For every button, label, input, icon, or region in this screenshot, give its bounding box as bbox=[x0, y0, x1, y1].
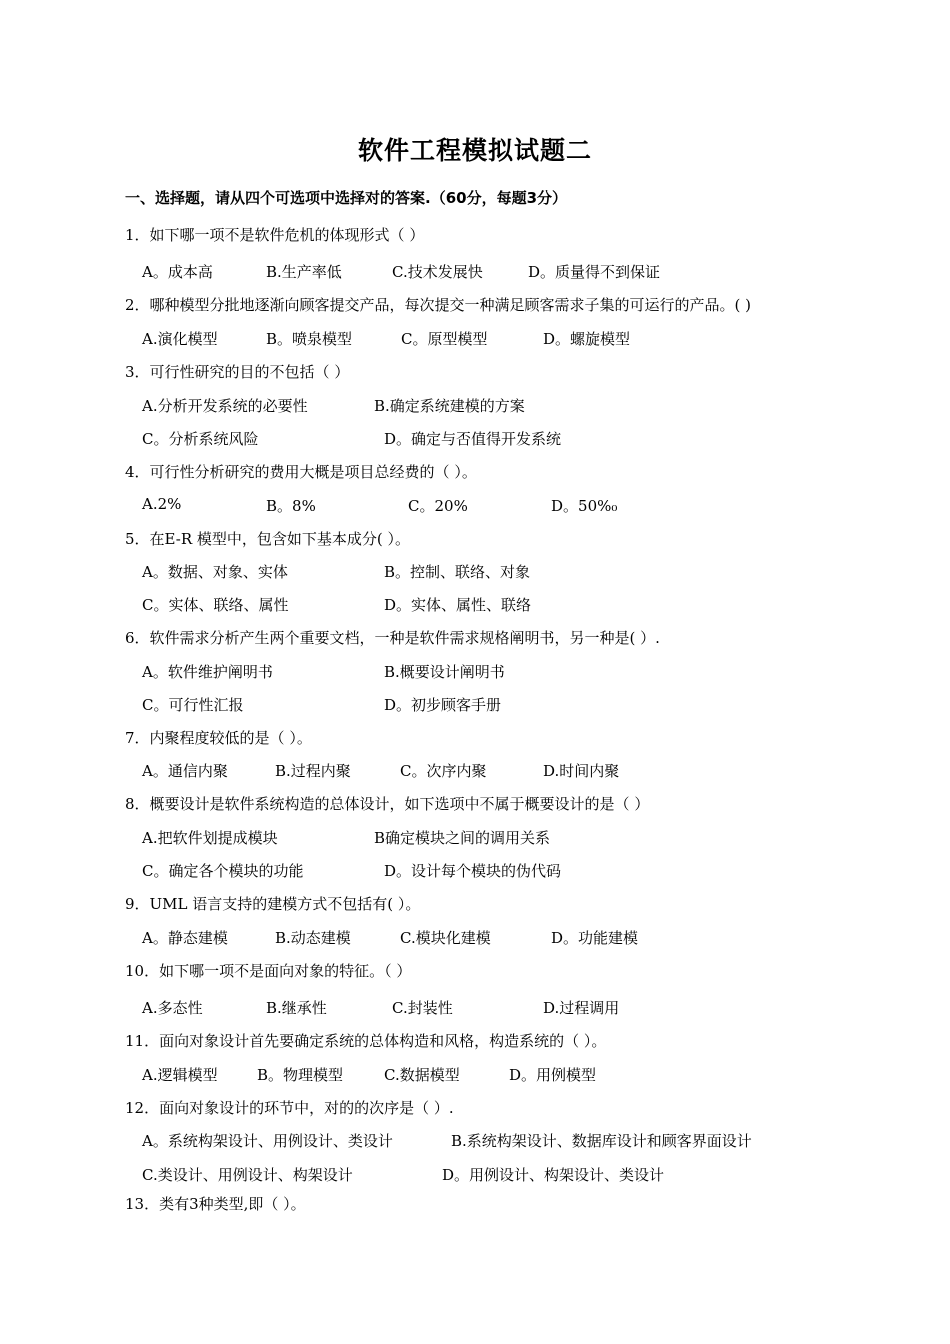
q12-option-b: B.系统构架设计、数据库设计和顾客界面设计 bbox=[451, 1132, 752, 1150]
q2-option-a: A.演化模型 bbox=[142, 330, 218, 348]
q9-option-c: C.模块化建模 bbox=[400, 929, 491, 947]
q2-option-c: C。原型模型 bbox=[401, 330, 488, 348]
q10-option-b: B.继承性 bbox=[266, 999, 327, 1017]
q4-option-a: A.2% bbox=[142, 495, 182, 513]
question-13: 13．类有3种类型,即（ ）。 bbox=[125, 1195, 306, 1213]
q12-option-a: A。系统构架设计、用例设计、类设计 bbox=[142, 1132, 393, 1150]
q5-option-d: D。实体、属性、联络 bbox=[384, 596, 532, 614]
q2-option-d: D。螺旋模型 bbox=[543, 330, 631, 348]
q10-option-d: D.过程调用 bbox=[543, 999, 620, 1017]
q3-option-b: B.确定系统建模的方案 bbox=[374, 397, 525, 415]
q5-option-a: A。数据、对象、实体 bbox=[142, 563, 288, 581]
question-4: 4．可行性分析研究的费用大概是项目总经费的（ ）。 bbox=[125, 463, 477, 481]
q7-option-d: D.时间内聚 bbox=[543, 762, 620, 780]
question-1: 1．如下哪一项不是软件危机的体现形式（ ） bbox=[125, 226, 425, 244]
question-11: 11．面向对象设计首先要确定系统的总体构造和风格，构造系统的（ ）。 bbox=[125, 1032, 607, 1050]
question-12: 12．面向对象设计的环节中，对的的次序是（ ）. bbox=[125, 1099, 454, 1117]
q8-option-c: C。确定各个模块的功能 bbox=[142, 862, 304, 880]
q12-option-c: C.类设计、用例设计、构架设计 bbox=[142, 1166, 353, 1184]
q7-option-a: A。通信内聚 bbox=[142, 762, 228, 780]
q10-option-c: C.封装性 bbox=[392, 999, 453, 1017]
q3-option-a: A.分析开发系统的必要性 bbox=[142, 397, 308, 415]
q8-option-d: D。设计每个模块的伪代码 bbox=[384, 862, 562, 880]
question-2: 2．哪种模型分批地逐渐向顾客提交产品，每次提交一种满足顾客需求子集的可运行的产品。( ) bbox=[125, 296, 752, 314]
q11-option-b: B。物理模型 bbox=[257, 1066, 344, 1084]
question-9: 9．UML 语言支持的建模方式不包括有( ）。 bbox=[125, 895, 421, 913]
q9-option-a: A。静态建模 bbox=[142, 929, 228, 947]
q11-option-c: C.数据模型 bbox=[384, 1066, 460, 1084]
question-5: 5．在E-R 模型中，包含如下基本成分( ）。 bbox=[125, 530, 411, 548]
question-6: 6．软件需求分析产生两个重要文档，一种是软件需求规格阐明书，另一种是( ）. bbox=[125, 629, 660, 647]
q11-option-a: A.逻辑模型 bbox=[142, 1066, 218, 1084]
question-8: 8．概要设计是软件系统构造的总体设计，如下选项中不属于概要设计的是（ ） bbox=[125, 795, 650, 813]
q8-option-a: A.把软件划提成模块 bbox=[142, 829, 278, 847]
q4-option-b: B。8% bbox=[266, 497, 316, 515]
q6-option-c: C。可行性汇报 bbox=[142, 696, 244, 714]
q11-option-d: D。用例模型 bbox=[509, 1066, 597, 1084]
q5-option-c: C。实体、联络、属性 bbox=[142, 596, 289, 614]
q3-option-d: D。确定与否值得开发系统 bbox=[384, 430, 562, 448]
q3-option-c: C。分析系统风险 bbox=[142, 430, 259, 448]
q6-option-d: D。初步顾客手册 bbox=[384, 696, 502, 714]
q9-option-d: D。功能建模 bbox=[551, 929, 639, 947]
q7-option-c: C。次序内聚 bbox=[400, 762, 487, 780]
q1-option-b: B.生产率低 bbox=[266, 263, 342, 281]
question-3: 3．可行性研究的目的不包括（ ） bbox=[125, 363, 350, 381]
q4-option-c: C。20% bbox=[408, 497, 468, 515]
q7-option-b: B.过程内聚 bbox=[275, 762, 351, 780]
q8-option-b: B确定模块之间的调用关系 bbox=[374, 829, 551, 847]
question-7: 7．内聚程度较低的是（ ）。 bbox=[125, 729, 312, 747]
page-title: 软件工程模拟试题二 bbox=[357, 136, 592, 165]
q6-option-b: B.概要设计阐明书 bbox=[384, 663, 505, 681]
q12-option-d: D。用例设计、构架设计、类设计 bbox=[442, 1166, 665, 1184]
q1-option-d: D。质量得不到保证 bbox=[528, 263, 661, 281]
question-10: 10．如下哪一项不是面向对象的特征。（ ） bbox=[125, 962, 412, 980]
q2-option-b: B。喷泉模型 bbox=[266, 330, 353, 348]
q10-option-a: A.多态性 bbox=[142, 999, 203, 1017]
section-heading: 一、选择题，请从四个可选项中选择对的答案.（60分，每题3分） bbox=[125, 189, 568, 207]
q5-option-b: B。控制、联络、对象 bbox=[384, 563, 531, 581]
q9-option-b: B.动态建模 bbox=[275, 929, 351, 947]
q1-option-a: A。成本高 bbox=[142, 263, 213, 281]
q6-option-a: A。软件维护阐明书 bbox=[142, 663, 273, 681]
q1-option-c: C.技术发展快 bbox=[392, 263, 483, 281]
q4-option-d: D。50%₀ bbox=[551, 497, 618, 515]
